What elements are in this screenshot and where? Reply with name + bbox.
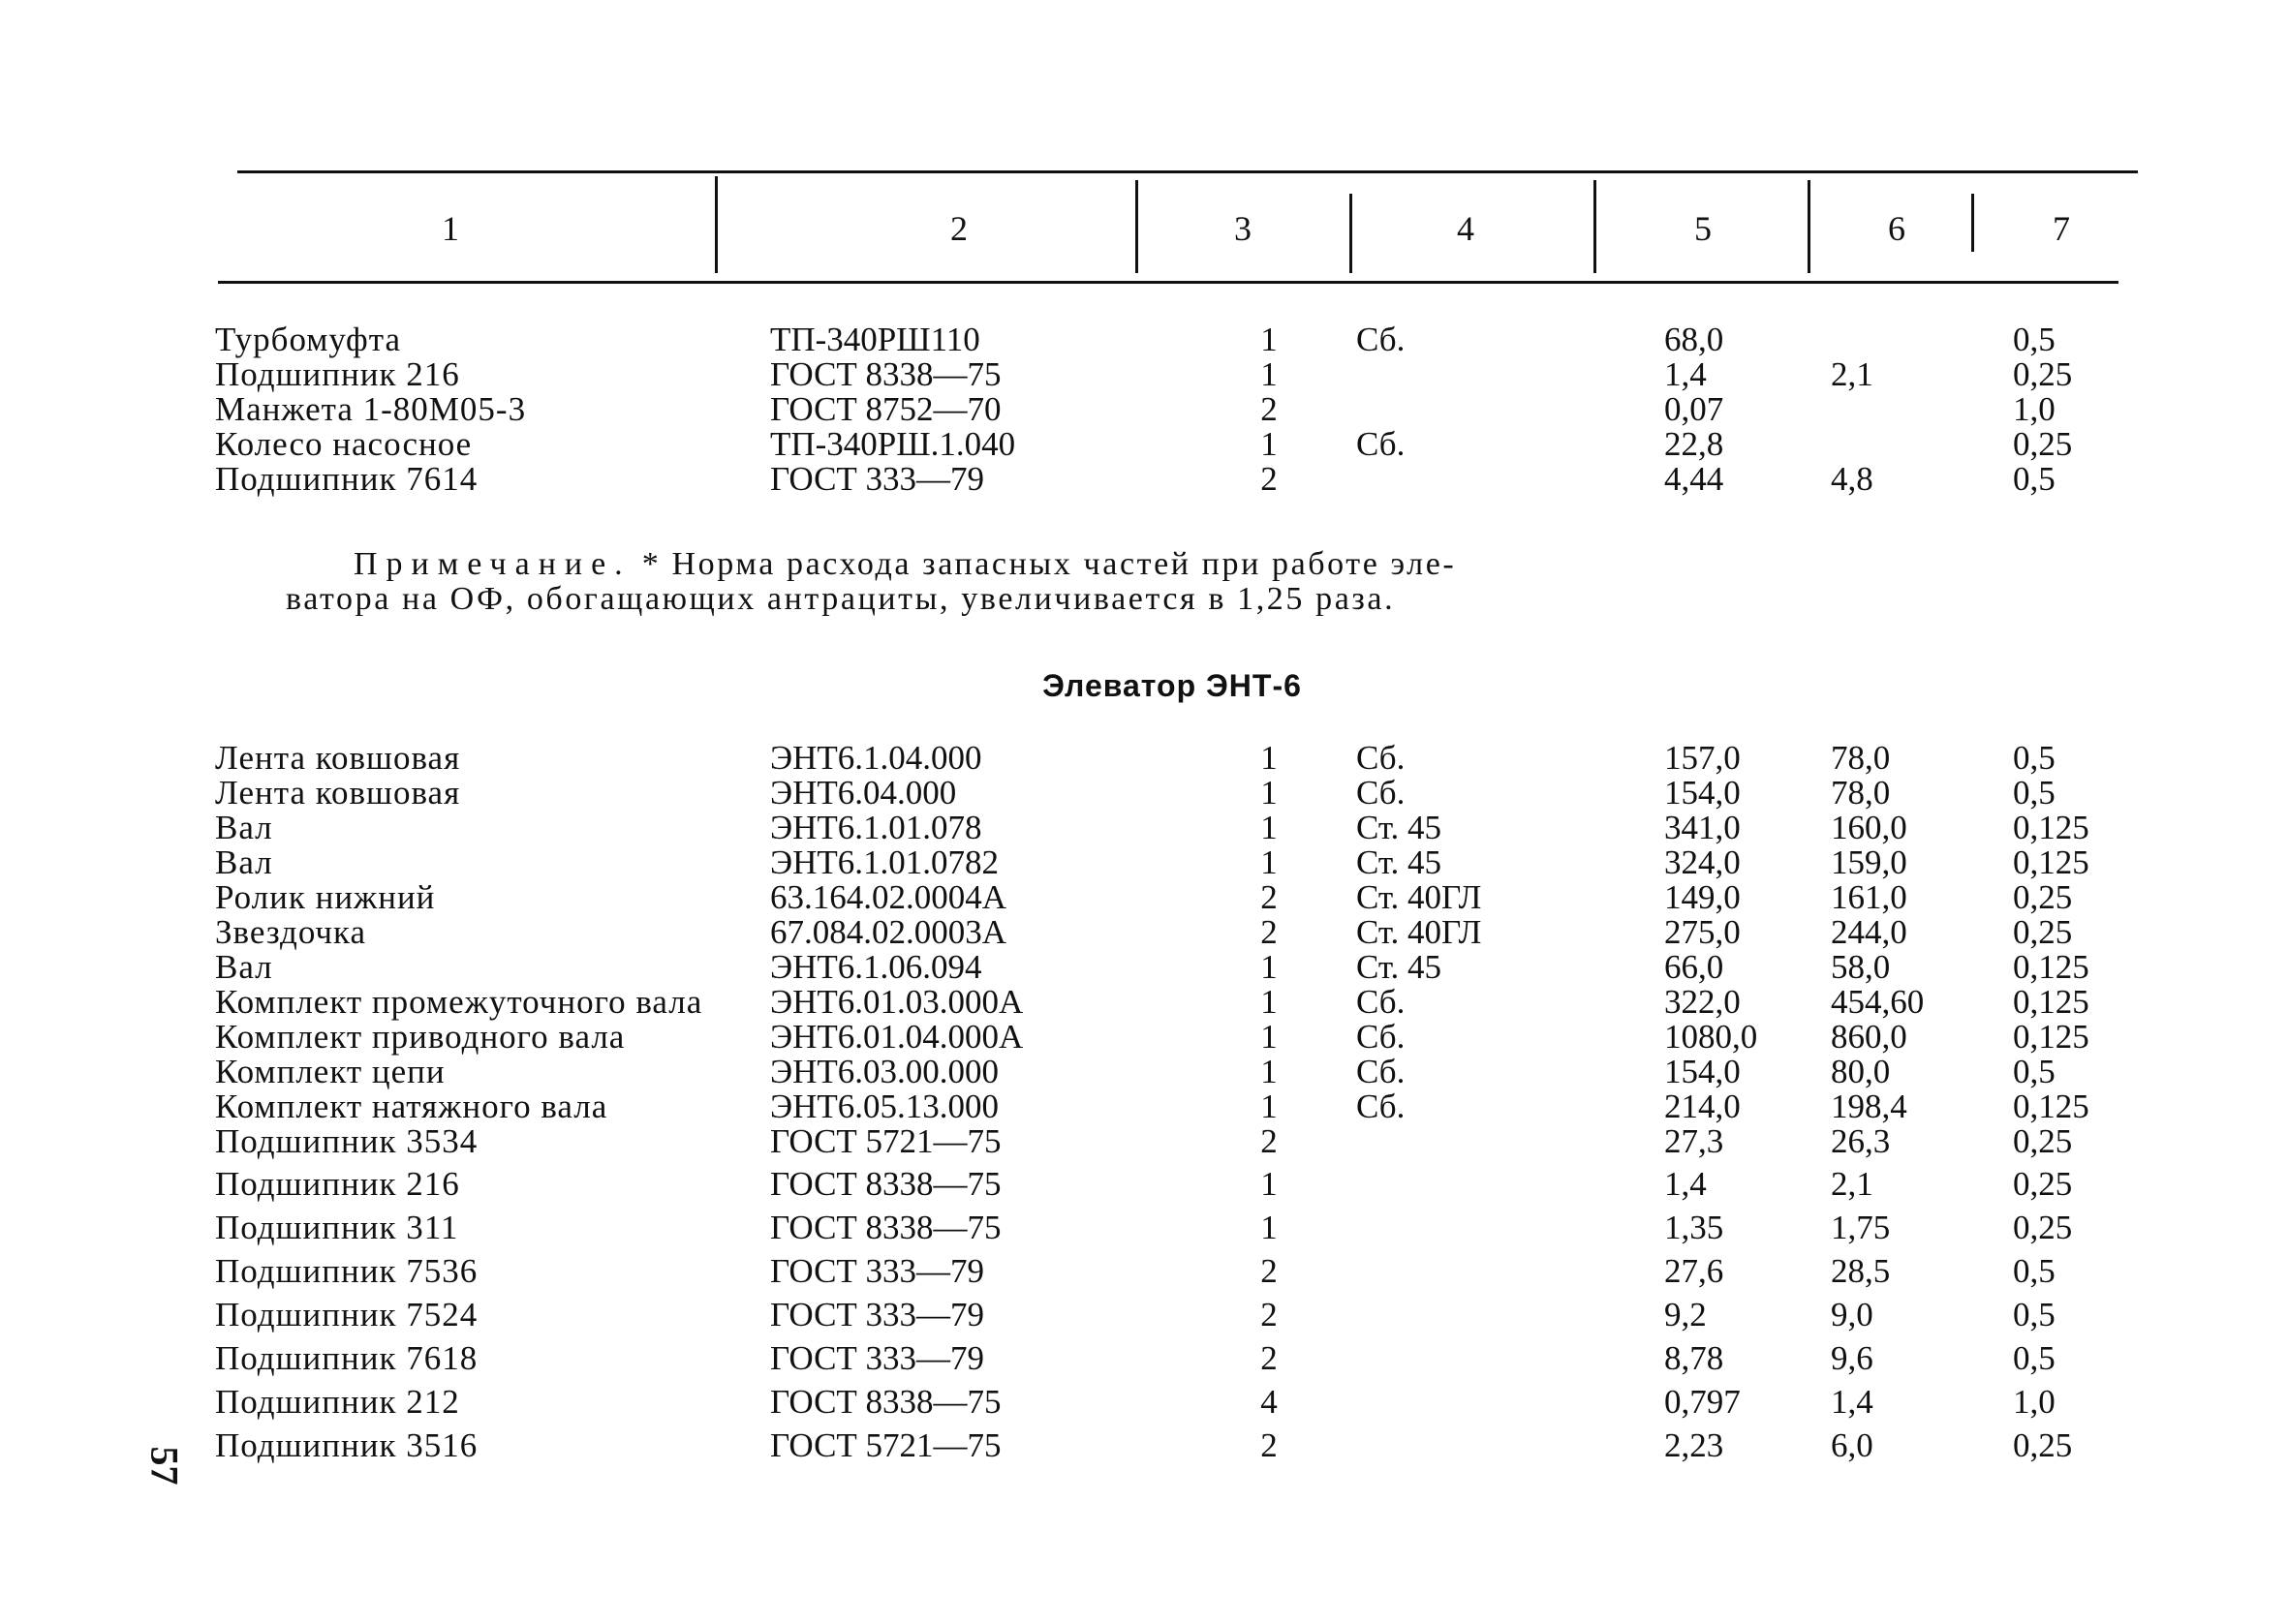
cell-qty: 2 bbox=[1260, 1296, 1278, 1333]
cell-designation: ГОСТ 333—79 bbox=[770, 1296, 985, 1333]
cell-c7: 0,25 bbox=[2013, 878, 2073, 916]
cell-mass: 1,35 bbox=[1664, 1209, 1724, 1246]
cell-material: Ст. 45 bbox=[1356, 948, 1442, 986]
cell-c7: 0,5 bbox=[2013, 1339, 2056, 1377]
table-row bbox=[0, 1089, 2288, 1124]
table-row bbox=[0, 811, 2288, 845]
column-header: 5 bbox=[1694, 209, 1712, 248]
table-row bbox=[0, 985, 2288, 1020]
table-row bbox=[0, 741, 2288, 776]
cell-name: Комплект приводного вала bbox=[215, 1018, 626, 1056]
cell-c7: 0,125 bbox=[2013, 1088, 2089, 1125]
cell-name: Вал bbox=[215, 809, 273, 846]
cell-material: Сб. bbox=[1356, 1018, 1406, 1056]
note-line1: * Норма расхода запасных частей при работе эле- bbox=[641, 546, 1457, 582]
column-header: 7 bbox=[2053, 209, 2070, 248]
cell-material: Ст. 45 bbox=[1356, 843, 1442, 881]
cell-qty: 1 bbox=[1260, 739, 1278, 777]
cell-c6: 9,6 bbox=[1831, 1339, 1873, 1377]
cell-mass: 1,4 bbox=[1664, 355, 1707, 393]
cell-name: Вал bbox=[215, 948, 273, 986]
cell-c6: 159,0 bbox=[1831, 843, 1907, 881]
table-row bbox=[0, 322, 2288, 357]
table-row bbox=[0, 1385, 2288, 1420]
cell-qty: 2 bbox=[1260, 1339, 1278, 1377]
cell-designation: ГОСТ 8338—75 bbox=[770, 1209, 1002, 1246]
cell-name: Лента ковшовая bbox=[215, 739, 461, 777]
cell-material: Ст. 40ГЛ bbox=[1356, 913, 1482, 951]
cell-qty: 2 bbox=[1260, 1122, 1278, 1160]
cell-name: Подшипник 216 bbox=[215, 1165, 460, 1203]
table-row bbox=[0, 845, 2288, 880]
cell-c7: 0,5 bbox=[2013, 1252, 2056, 1290]
note bbox=[354, 546, 1456, 583]
cell-qty: 2 bbox=[1260, 390, 1278, 428]
table-row bbox=[0, 1298, 2288, 1333]
cell-c7: 0,125 bbox=[2013, 809, 2089, 846]
cell-c6: 860,0 bbox=[1831, 1018, 1907, 1056]
cell-mass: 27,3 bbox=[1664, 1122, 1724, 1160]
table-row bbox=[0, 357, 2288, 392]
cell-qty: 1 bbox=[1260, 1088, 1278, 1125]
cell-c6: 6,0 bbox=[1831, 1426, 1873, 1464]
cell-designation: ЭНТ6.1.06.094 bbox=[770, 948, 982, 986]
cell-qty: 1 bbox=[1260, 948, 1278, 986]
cell-designation: ЭНТ6.1.01.0782 bbox=[770, 843, 1000, 881]
column-header: 3 bbox=[1234, 209, 1252, 248]
cell-mass: 4,44 bbox=[1664, 460, 1724, 498]
column-header: 4 bbox=[1457, 209, 1474, 248]
cell-mass: 341,0 bbox=[1664, 809, 1741, 846]
table-row bbox=[0, 915, 2288, 950]
cell-c6: 244,0 bbox=[1831, 913, 1907, 951]
cell-c7: 0,5 bbox=[2013, 460, 2056, 498]
cell-qty: 2 bbox=[1260, 1252, 1278, 1290]
cell-c7: 0,25 bbox=[2013, 425, 2073, 463]
cell-qty: 1 bbox=[1260, 843, 1278, 881]
cell-designation: ЭНТ6.03.00.000 bbox=[770, 1053, 1000, 1090]
table-row bbox=[0, 392, 2288, 427]
cell-qty: 1 bbox=[1260, 809, 1278, 846]
cell-material: Сб. bbox=[1356, 425, 1406, 463]
cell-c7: 0,125 bbox=[2013, 843, 2089, 881]
table-row bbox=[0, 776, 2288, 811]
cell-c6: 161,0 bbox=[1831, 878, 1907, 916]
cell-name: Подшипник 7524 bbox=[215, 1296, 479, 1333]
cell-designation: ЭНТ6.05.13.000 bbox=[770, 1088, 1000, 1125]
cell-mass: 27,6 bbox=[1664, 1252, 1724, 1290]
cell-designation: ГОСТ 8338—75 bbox=[770, 355, 1002, 393]
cell-c6: 198,4 bbox=[1831, 1088, 1907, 1125]
cell-material: Сб. bbox=[1356, 739, 1406, 777]
cell-mass: 214,0 bbox=[1664, 1088, 1741, 1125]
table-row bbox=[0, 1167, 2288, 1202]
cell-name: Ролик нижний bbox=[215, 878, 436, 916]
cell-designation: ТП-340РШ.1.040 bbox=[770, 425, 1016, 463]
cell-c6: 454,60 bbox=[1831, 983, 1925, 1021]
cell-c7: 0,25 bbox=[2013, 1426, 2073, 1464]
page-number: 57 bbox=[142, 1446, 187, 1486]
cell-designation: ЭНТ6.01.04.000А bbox=[770, 1018, 1024, 1056]
cell-mass: 275,0 bbox=[1664, 913, 1741, 951]
cell-c6: 78,0 bbox=[1831, 739, 1891, 777]
cell-c6: 26,3 bbox=[1831, 1122, 1891, 1160]
table-row bbox=[0, 1210, 2288, 1245]
cell-designation: ГОСТ 5721—75 bbox=[770, 1426, 1002, 1464]
cell-name: Комплект цепи bbox=[215, 1053, 446, 1090]
cell-c6: 4,8 bbox=[1831, 460, 1873, 498]
cell-mass: 8,78 bbox=[1664, 1339, 1724, 1377]
cell-mass: 324,0 bbox=[1664, 843, 1741, 881]
cell-qty: 1 bbox=[1260, 355, 1278, 393]
cell-name: Подшипник 3516 bbox=[215, 1426, 479, 1464]
cell-mass: 322,0 bbox=[1664, 983, 1741, 1021]
cell-name: Турбомуфта bbox=[215, 321, 401, 358]
cell-material: Сб. bbox=[1356, 321, 1406, 358]
table-row bbox=[0, 1254, 2288, 1289]
cell-qty: 1 bbox=[1260, 1165, 1278, 1203]
cell-name: Комплект натяжного вала bbox=[215, 1088, 608, 1125]
cell-designation: ЭНТ6.04.000 bbox=[770, 774, 957, 812]
cell-designation: ГОСТ 5721—75 bbox=[770, 1122, 1002, 1160]
cell-qty: 1 bbox=[1260, 321, 1278, 358]
cell-qty: 1 bbox=[1260, 1053, 1278, 1090]
note-label: Примечание. bbox=[354, 546, 632, 582]
cell-designation: ГОСТ 333—79 bbox=[770, 1339, 985, 1377]
column-header: 1 bbox=[442, 209, 459, 248]
cell-qty: 1 bbox=[1260, 1209, 1278, 1246]
cell-c6: 9,0 bbox=[1831, 1296, 1873, 1333]
table-row bbox=[0, 1341, 2288, 1376]
cell-material: Сб. bbox=[1356, 1053, 1406, 1090]
cell-material: Сб. bbox=[1356, 774, 1406, 812]
cell-designation: ГОСТ 333—79 bbox=[770, 1252, 985, 1290]
cell-mass: 1080,0 bbox=[1664, 1018, 1758, 1056]
cell-name: Колесо насосное bbox=[215, 425, 473, 463]
cell-name: Подшипник 7614 bbox=[215, 460, 479, 498]
cell-c7: 0,25 bbox=[2013, 355, 2073, 393]
cell-mass: 0,797 bbox=[1664, 1383, 1741, 1421]
cell-qty: 4 bbox=[1260, 1383, 1278, 1421]
cell-designation: ЭНТ6.1.01.078 bbox=[770, 809, 982, 846]
cell-mass: 66,0 bbox=[1664, 948, 1724, 986]
cell-designation: ЭНТ6.1.04.000 bbox=[770, 739, 982, 777]
cell-mass: 22,8 bbox=[1664, 425, 1724, 463]
cell-c7: 0,5 bbox=[2013, 1296, 2056, 1333]
cell-mass: 149,0 bbox=[1664, 878, 1741, 916]
table-row bbox=[0, 1124, 2288, 1159]
column-header: 6 bbox=[1888, 209, 1905, 248]
cell-mass: 157,0 bbox=[1664, 739, 1741, 777]
cell-material: Ст. 45 bbox=[1356, 809, 1442, 846]
cell-name: Подшипник 212 bbox=[215, 1383, 460, 1421]
cell-mass: 154,0 bbox=[1664, 774, 1741, 812]
table-row bbox=[0, 1428, 2288, 1463]
cell-name: Подшипник 311 bbox=[215, 1209, 459, 1246]
header-divider bbox=[1808, 180, 1810, 273]
cell-c6: 80,0 bbox=[1831, 1053, 1891, 1090]
cell-mass: 0,07 bbox=[1664, 390, 1724, 428]
cell-name: Подшипник 3534 bbox=[215, 1122, 479, 1160]
note-continuation: ватора на ОФ, обогащающих антрациты, увеличивается в 1,25 раза. bbox=[286, 581, 1396, 617]
cell-qty: 2 bbox=[1260, 1426, 1278, 1464]
header-divider bbox=[1971, 194, 1974, 252]
cell-c7: 0,25 bbox=[2013, 1165, 2073, 1203]
cell-designation: ГОСТ 333—79 bbox=[770, 460, 985, 498]
cell-c6: 78,0 bbox=[1831, 774, 1891, 812]
cell-mass: 9,2 bbox=[1664, 1296, 1707, 1333]
table-row bbox=[0, 880, 2288, 915]
cell-c6: 28,5 bbox=[1831, 1252, 1891, 1290]
cell-qty: 1 bbox=[1260, 774, 1278, 812]
cell-c7: 0,5 bbox=[2013, 321, 2056, 358]
cell-material: Ст. 40ГЛ bbox=[1356, 878, 1482, 916]
cell-mass: 2,23 bbox=[1664, 1426, 1724, 1464]
cell-c7: 0,125 bbox=[2013, 1018, 2089, 1056]
cell-c6: 1,4 bbox=[1831, 1383, 1873, 1421]
header-divider bbox=[715, 176, 718, 273]
cell-name: Звездочка bbox=[215, 913, 367, 951]
cell-c7: 0,5 bbox=[2013, 774, 2056, 812]
cell-qty: 2 bbox=[1260, 878, 1278, 916]
header-divider bbox=[1593, 180, 1596, 273]
cell-mass: 154,0 bbox=[1664, 1053, 1741, 1090]
cell-material: Сб. bbox=[1356, 1088, 1406, 1125]
header-divider bbox=[1135, 180, 1138, 273]
cell-designation: 67.084.02.0003А bbox=[770, 913, 1007, 951]
cell-c6: 58,0 bbox=[1831, 948, 1891, 986]
table-row bbox=[0, 1055, 2288, 1089]
table-row bbox=[0, 1020, 2288, 1055]
cell-designation: ГОСТ 8338—75 bbox=[770, 1165, 1002, 1203]
cell-c7: 0,25 bbox=[2013, 913, 2073, 951]
cell-designation: ТП-340РШ110 bbox=[770, 321, 980, 358]
cell-qty: 2 bbox=[1260, 460, 1278, 498]
table-row bbox=[0, 950, 2288, 985]
cell-name: Манжета 1-80М05-3 bbox=[215, 390, 527, 428]
cell-name: Подшипник 7618 bbox=[215, 1339, 479, 1377]
cell-qty: 1 bbox=[1260, 425, 1278, 463]
section-title: Элеватор ЭНТ-6 bbox=[1042, 668, 1302, 703]
cell-name: Лента ковшовая bbox=[215, 774, 461, 812]
cell-mass: 1,4 bbox=[1664, 1165, 1707, 1203]
cell-c6: 1,75 bbox=[1831, 1209, 1891, 1246]
cell-c7: 1,0 bbox=[2013, 390, 2056, 428]
cell-designation: ГОСТ 8338—75 bbox=[770, 1383, 1002, 1421]
cell-qty: 1 bbox=[1260, 1018, 1278, 1056]
cell-name: Вал bbox=[215, 843, 273, 881]
table-row bbox=[0, 427, 2288, 462]
table-header-bottom-rule bbox=[218, 281, 2118, 284]
cell-designation: ГОСТ 8752—70 bbox=[770, 390, 1002, 428]
cell-qty: 2 bbox=[1260, 913, 1278, 951]
cell-c6: 2,1 bbox=[1831, 355, 1873, 393]
cell-qty: 1 bbox=[1260, 983, 1278, 1021]
table-top-rule bbox=[237, 170, 2138, 173]
cell-c7: 0,5 bbox=[2013, 739, 2056, 777]
table-row bbox=[0, 462, 2288, 497]
cell-c7: 0,25 bbox=[2013, 1209, 2073, 1246]
column-header: 2 bbox=[950, 209, 968, 248]
header-divider bbox=[1349, 194, 1352, 273]
cell-designation: ЭНТ6.01.03.000А bbox=[770, 983, 1024, 1021]
cell-c6: 160,0 bbox=[1831, 809, 1907, 846]
cell-name: Комплект промежуточного вала bbox=[215, 983, 703, 1021]
cell-c7: 0,25 bbox=[2013, 1122, 2073, 1160]
cell-mass: 68,0 bbox=[1664, 321, 1724, 358]
cell-c7: 1,0 bbox=[2013, 1383, 2056, 1421]
cell-c7: 0,125 bbox=[2013, 948, 2089, 986]
cell-designation: 63.164.02.0004А bbox=[770, 878, 1007, 916]
cell-name: Подшипник 7536 bbox=[215, 1252, 479, 1290]
cell-material: Сб. bbox=[1356, 983, 1406, 1021]
cell-c7: 0,125 bbox=[2013, 983, 2089, 1021]
cell-name: Подшипник 216 bbox=[215, 355, 460, 393]
cell-c6: 2,1 bbox=[1831, 1165, 1873, 1203]
cell-c7: 0,5 bbox=[2013, 1053, 2056, 1090]
